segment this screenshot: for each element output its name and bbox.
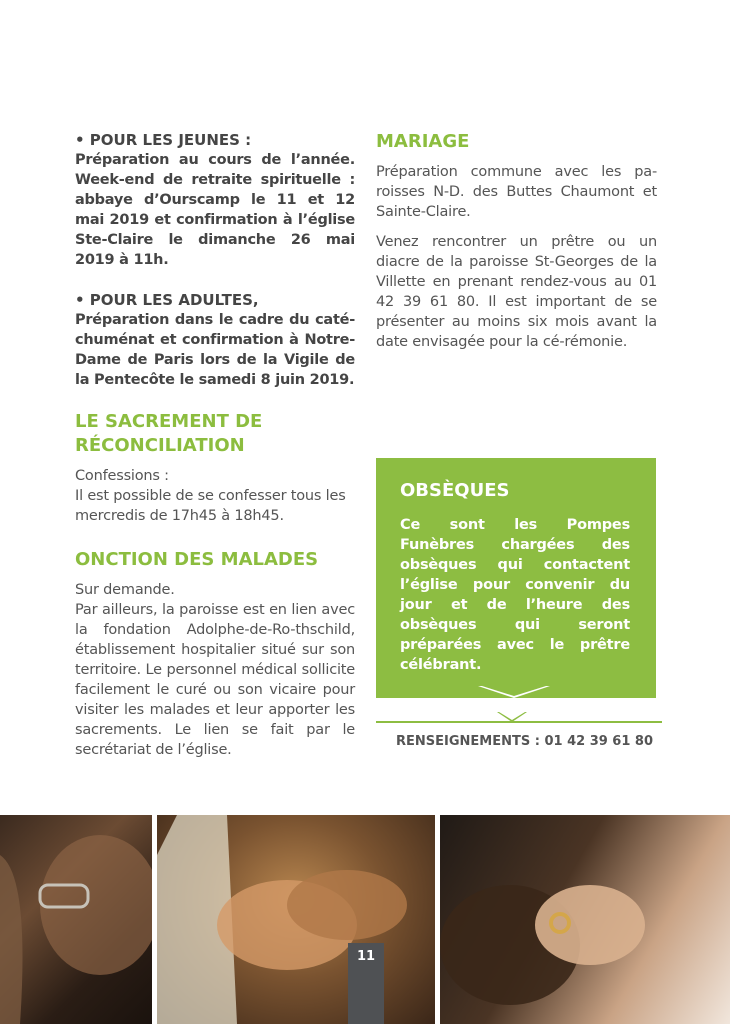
- adultes-text: Préparation dans le cadre du caté-chuménat et confirmation à Notre-Dame de Paris lors de la Vigile de la Pentecôte le samedi 8 juin 2019.: [75, 312, 355, 388]
- divider-chevron-inner: [499, 712, 525, 720]
- onction-section: [75, 548, 355, 760]
- jeunes-text: Préparation au cours de l’année. Week-end de retraite spirituelle : abbaye d’Ourscamp le 11 et 12 mai 2019 et confirmation à l’église Ste-Claire le dimanche 26 mai 2019 à 11h.: [75, 152, 355, 268]
- left-column: [75, 130, 355, 760]
- adultes-title: • POUR LES ADULTES,: [75, 291, 259, 309]
- jeunes-block: [75, 130, 355, 270]
- page-number: 11: [348, 943, 384, 1024]
- reconciliation-heading: [75, 410, 355, 458]
- right-column: [376, 130, 657, 352]
- reconciliation-text: Il est possible de se confesser tous les mercredis de 17h45 à 18h45.: [75, 488, 346, 524]
- photo-wedding-rings: [440, 815, 730, 1024]
- box-notch-fill: [482, 686, 546, 696]
- reconciliation-line1: Confessions :: [75, 468, 169, 484]
- obseques-text: Ce sont les Pompes Funèbres chargées des obsèques qui contactent l’église pour convenir du jour et de l’heure des obsèques qui seront préparées avec le prêtre célébrant.: [400, 517, 630, 673]
- photo-hands-anointing: [157, 815, 435, 1024]
- mariage-p2: Venez rencontrer un prêtre ou un diacre de la paroisse St-Georges de la Villette en prenant rendez-vous au 01 42 39 61 80. Il est important de se présenter au moins six mois avant la date envisagée pour la cé-rémonie.: [376, 234, 657, 350]
- photo-hands-art: [157, 815, 435, 1024]
- photo-priest-art: [0, 815, 152, 1024]
- renseignements-text: RENSEIGNEMENTS : 01 42 39 61 80: [396, 734, 654, 749]
- reconciliation-heading-line2: RÉCONCILIATION: [75, 435, 245, 456]
- onction-heading: ONCTION DES MALADES: [75, 549, 319, 570]
- reconciliation-section: [75, 410, 355, 526]
- onction-text: Par ailleurs, la paroisse est en lien avec la fondation Adolphe-de-Ro-thschild, établissement hospitalier situé sur son territoire. Le personnel médical sollicite facilement le curé ou son vicaire pour visiter les malades et leur apporter les sacrements. Le lien se fait par le secrétariat de l’église.: [75, 602, 355, 758]
- reconciliation-heading-line1: LE SACREMENT DE: [75, 411, 263, 432]
- obseques-heading: OBSÈQUES: [400, 480, 510, 501]
- mariage-p1: Préparation commune avec les pa-roisses N-D. des Buttes Chaumont et Sainte-Claire.: [376, 164, 657, 220]
- adultes-block: [75, 290, 355, 390]
- jeunes-title: • POUR LES JEUNES :: [75, 131, 252, 149]
- obseques-box: [376, 458, 656, 698]
- photo-rings-art: [440, 815, 730, 1024]
- photo-priest: [0, 815, 152, 1024]
- onction-line1: Sur demande.: [75, 582, 175, 598]
- mariage-heading: MARIAGE: [376, 131, 470, 152]
